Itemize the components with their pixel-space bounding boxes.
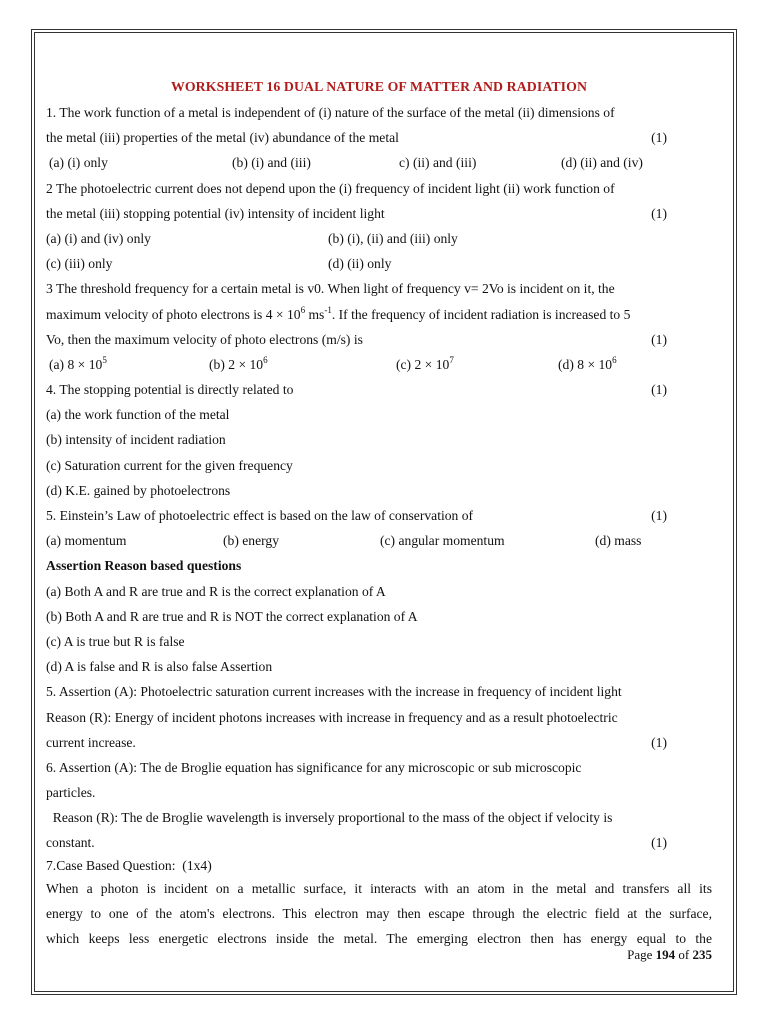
q3-option-a-exp: 5 [102, 354, 107, 365]
worksheet-body [46, 78, 712, 951]
page-number [627, 947, 712, 963]
q7-heading: 7.Case Based Question: (1x4) [46, 857, 212, 873]
q2-option-b: (b) (i), (ii) and (iii) only [328, 230, 458, 246]
q6-line-4 [46, 830, 712, 855]
q3-text-c: . If the frequency of incident radiation is increased to 5 [331, 306, 631, 322]
q3-text: Vo, then the maximum velocity of photo electrons (m/s) is [46, 331, 363, 347]
worksheet-title: WORKSHEET 16 DUAL NATURE OF MATTER AND RADIATION [170, 79, 588, 94]
q3-option-b-base: (b) 2 × 10 [209, 356, 264, 372]
q1-option-c: c) (ii) and (iii) [399, 155, 477, 171]
ar-option-b: (b) Both A and R are true and R is NOT the correct explanation of A [46, 608, 418, 624]
q6-line-1: 6. Assertion (A): The de Broglie equation has significance for any microscopic or sub microscopic [46, 759, 582, 775]
q7-line-3: which keeps less energetic electrons inside the metal. The emerging electron then has energy equal to the [46, 931, 712, 946]
q3-option-c-base: (c) 2 × 10 [396, 356, 450, 372]
q3-option-b-exp: 6 [263, 354, 268, 365]
q3-option-c-exp: 7 [449, 354, 454, 365]
q3-line-2 [46, 302, 712, 327]
page-of: of [678, 947, 690, 962]
q1-line-2 [46, 125, 712, 150]
ar-option-d: (d) A is false and R is also false Assertion [46, 659, 273, 675]
q3-option-d-base: (d) 8 × 10 [558, 356, 613, 372]
q3-option-d-exp: 6 [612, 354, 617, 365]
q5-option-b: (b) energy [223, 533, 279, 549]
q3-option-a [49, 352, 107, 377]
assertion-reason-heading: Assertion Reason based questions [46, 558, 242, 574]
q4-line-1 [46, 377, 712, 402]
q2-options-row-2 [46, 251, 712, 276]
q6-line-2: particles. [46, 785, 96, 801]
q4-marks: (1) [651, 382, 667, 398]
q1-option-b: (b) (i) and (iii) [232, 155, 311, 171]
q2-text: the metal (iii) stopping potential (iv) intensity of incident light [46, 205, 385, 221]
q5-text: 5. Einstein’s Law of photoelectric effect is based on the law of conservation of [46, 508, 474, 523]
q1-line-1: 1. The work function of a metal is independent of (i) nature of the surface of the metal (ii) dimensions of [46, 105, 615, 120]
q1-option-d: (d) (ii) and (iv) [561, 155, 643, 171]
ar-option-a: (a) Both A and R are true and R is the correct explanation of A [46, 583, 386, 599]
q2-line-2 [46, 201, 712, 226]
q2-option-d: (d) (ii) only [328, 256, 392, 272]
q3-option-d [558, 352, 617, 377]
q3-text-a: maximum velocity of photo electrons is 4 × 10 [46, 306, 301, 322]
q5b-line-2: Reason (R): Energy of incident photons increases with increase in frequency and as a result photoelectric [46, 709, 618, 725]
q5-option-a: (a) momentum [46, 533, 127, 549]
q3-line-3 [46, 327, 712, 352]
q2-line-1: 2 The photoelectric current does not depend upon the (i) frequency of incident light (ii) work function of [46, 180, 615, 196]
q2-option-a: (a) (i) and (iv) only [46, 230, 151, 246]
q6-marks: (1) [651, 835, 667, 851]
page-current: 194 [655, 947, 676, 962]
q3-option-a-base: (a) 8 × 10 [49, 356, 103, 372]
q4-option-c: (c) Saturation current for the given frequency [46, 457, 293, 473]
page-word: Page [627, 947, 653, 962]
q5-options [46, 528, 712, 553]
q5-option-c: (c) angular momentum [380, 533, 505, 549]
q5-option-d: (d) mass [595, 533, 642, 549]
q2-options-row-1 [46, 226, 712, 251]
q3-line-1: 3 The threshold frequency for a certain metal is v0. When light of frequency v= 2Vo is incident on it, the [46, 281, 615, 297]
q5b-line-1: 5. Assertion (A): Photoelectric saturation current increases with the increase in frequency of incident light [46, 684, 622, 700]
q5b-line-3 [46, 730, 712, 755]
q5b-text: current increase. [46, 734, 136, 750]
q3-text-b: ms [305, 306, 325, 322]
q5-marks: (1) [651, 508, 667, 523]
q1-option-a: (a) (i) only [49, 155, 108, 171]
q5b-marks: (1) [651, 734, 667, 750]
q3-option-b [209, 352, 268, 377]
ar-option-c: (c) A is true but R is false [46, 633, 185, 649]
q7-line-2: energy to one of the atom's electrons. This electron may then escape through the electric field at the surface, [46, 905, 712, 921]
q7-line-1: When a photon is incident on a metallic surface, it interacts with an atom in the metal and transfers all its [46, 880, 712, 896]
q4-text: 4. The stopping potential is directly related to [46, 382, 294, 398]
q2-option-c: (c) (iii) only [46, 256, 113, 272]
q3-marks: (1) [651, 331, 667, 347]
q1-marks: (1) [651, 130, 667, 146]
q3-exponent-1: 6 [300, 304, 306, 315]
q2-marks: (1) [651, 205, 667, 221]
q3-options [46, 352, 712, 377]
q1-text: the metal (iii) properties of the metal (iv) abundance of the metal [46, 130, 399, 146]
q1-options [46, 150, 712, 175]
q5-line-1 [46, 503, 712, 528]
page-total: 235 [692, 947, 712, 962]
q6-line-3: Reason (R): The de Broglie wavelength is inversely proportional to the mass of the object if velocity is [46, 810, 613, 826]
q6-text: constant. [46, 835, 95, 851]
q4-option-d: (d) K.E. gained by photoelectrons [46, 482, 231, 498]
q3-option-c [396, 352, 454, 377]
q4-option-a: (a) the work function of the metal [46, 407, 230, 423]
q3-exponent-2: -1 [324, 304, 332, 315]
q4-option-b: (b) intensity of incident radiation [46, 432, 226, 448]
